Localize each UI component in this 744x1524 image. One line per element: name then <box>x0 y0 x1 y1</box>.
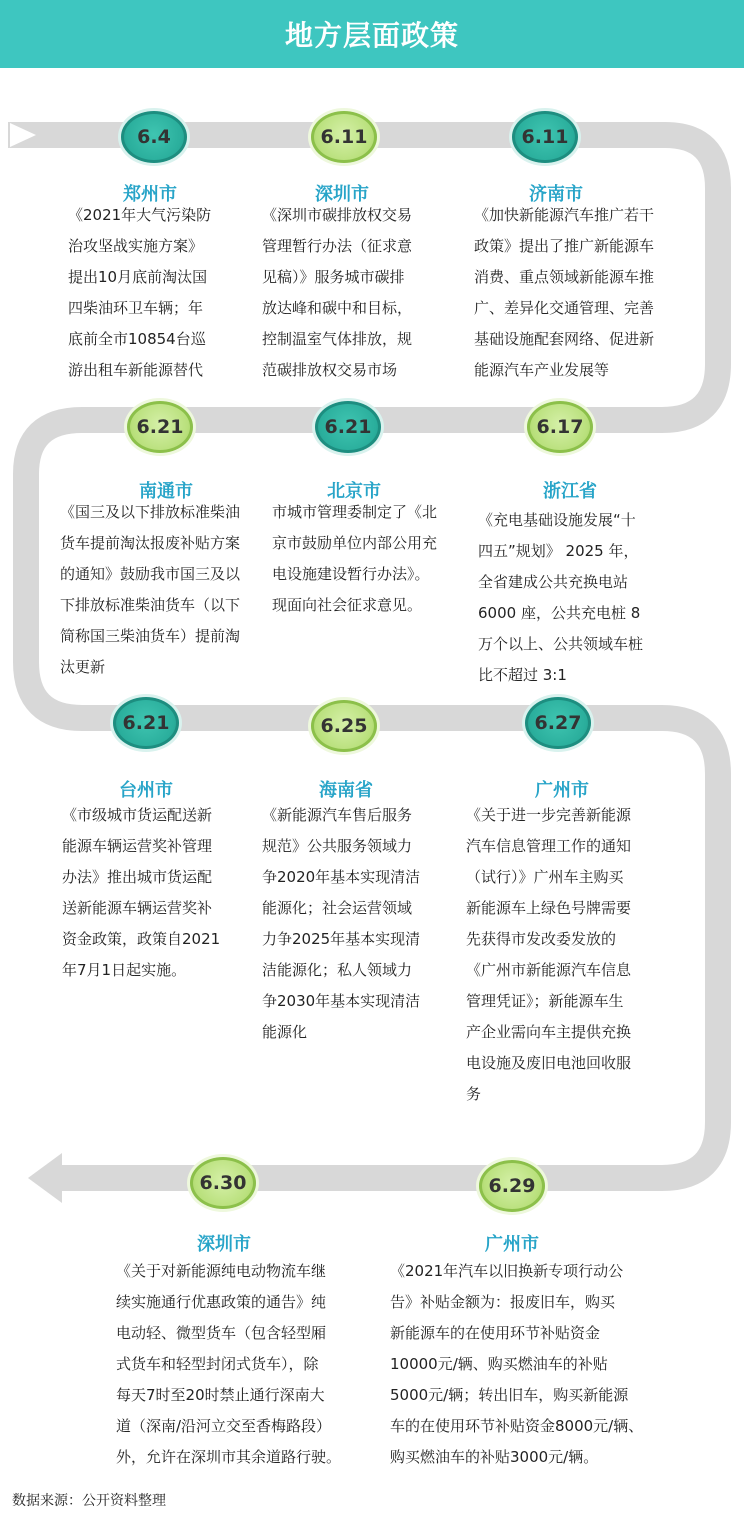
policy-text: 《新能源汽车售后服务 规范》公共服务领域力 争2020年基本实现清洁 能源化；社会运营领域 力争2025年基本实现清 洁能源化；私人领域力 争2030年基本实现清洁 能源化 <box>262 806 421 1041</box>
city-label: 北京市 <box>327 481 381 502</box>
policy-text: 《2021年大气污染防 治攻坚战实施方案》 提出10月底前淘汰国 四柴油环卫车辆；年 底前全市10854台巡 游出租车新能源替代 <box>68 206 212 379</box>
date-badge: 6.11 <box>512 111 578 163</box>
policy-text: 《关于对新能源纯电动物流车继 续实施通行优惠政策的通告》纯 电动轻、微型货车（包含轻型厢 式货车和轻型封闭式货车），除 每天7时至20时禁止通行深南大 道（深南/沿河立交至香梅路段） 外，允许在深圳市其余道路行驶。 <box>116 1262 342 1466</box>
date-badge: 6.25 <box>311 700 377 752</box>
date-badge: 6.17 <box>527 401 593 453</box>
page-title: 地方层面政策 <box>0 0 744 68</box>
policy-text: 《关于进一步完善新能源 汽车信息管理工作的通知 （试行）》广州车主购买 新能源车上绿色号牌需要 先获得市发改委发放的 《广州市新能源汽车信息 管理凭证》；新能源车生 产企业需向车主提供充换 电设施及废旧电池回收服 务 <box>466 806 632 1103</box>
city-label: 广州市 <box>485 1234 539 1255</box>
data-source-note: 数据来源：公开资料整理 <box>12 1493 166 1509</box>
policy-text: 《深圳市碳排放权交易 管理暂行办法（征求意 见稿）》服务城市碳排 放达峰和碳中和目标， 控制温室气体排放，规 范碳排放权交易市场 <box>262 206 413 379</box>
city-label: 济南市 <box>529 184 583 205</box>
city-label: 南通市 <box>139 481 193 502</box>
city-label: 深圳市 <box>315 184 369 205</box>
policy-text: 市城市管理委制定了《北 京市鼓励单位内部公用充 电设施建设暂行办法》。 现面向社会征求意见。 <box>272 503 438 614</box>
policy-text: 《加快新能源汽车推广若干 政策》提出了推广新能源车 消费、重点领域新能源车推 广、差异化交通管理、完善 基础设施配套网络、促进新 能源汽车产业发展等 <box>474 206 655 379</box>
policy-text: 《充电基础设施发展“十 四五”规划》 2025 年， 全省建成公共充换电站 6000 座，公共充电桩 8 万个以上、公共领域车桩 比不超过 3:1 <box>478 511 644 684</box>
date-badge: 6.4 <box>121 111 187 163</box>
date-badge: 6.11 <box>311 111 377 163</box>
date-badge: 6.21 <box>113 697 179 749</box>
date-badge: 6.29 <box>479 1160 545 1212</box>
policy-text: 《国三及以下排放标准柴油 货车提前淘汰报废补贴方案 的通知》鼓励我市国三及以 下排放标准柴油货车（以下 简称国三柴油货车）提前淘 汰更新 <box>60 503 241 676</box>
policy-text: 《2021年汽车以旧换新专项行动公 告》补贴金额为：报废旧车，购买 新能源车的在使用环节补贴资金 10000元/辆、购买燃油车的补贴 5000元/辆；转出旧车，购买新能源 车的在使用环节补贴资金8000元/辆、 购买燃油车的补贴3000元/辆。 <box>390 1262 644 1466</box>
date-badge: 6.30 <box>190 1157 256 1209</box>
date-badge: 6.21 <box>315 401 381 453</box>
policy-text: 《市级城市货运配送新 能源车辆运营奖补管理 办法》推出城市货运配 送新能源车辆运营奖补 资金政策，政策自2021 年7月1日起实施。 <box>62 806 221 979</box>
city-label: 深圳市 <box>197 1234 251 1255</box>
city-label: 郑州市 <box>123 184 177 205</box>
date-badge: 6.21 <box>127 401 193 453</box>
city-label: 浙江省 <box>543 481 597 502</box>
date-badge: 6.27 <box>525 697 591 749</box>
city-label: 台州市 <box>119 780 173 801</box>
city-label: 海南省 <box>319 780 373 801</box>
city-label: 广州市 <box>535 780 589 801</box>
